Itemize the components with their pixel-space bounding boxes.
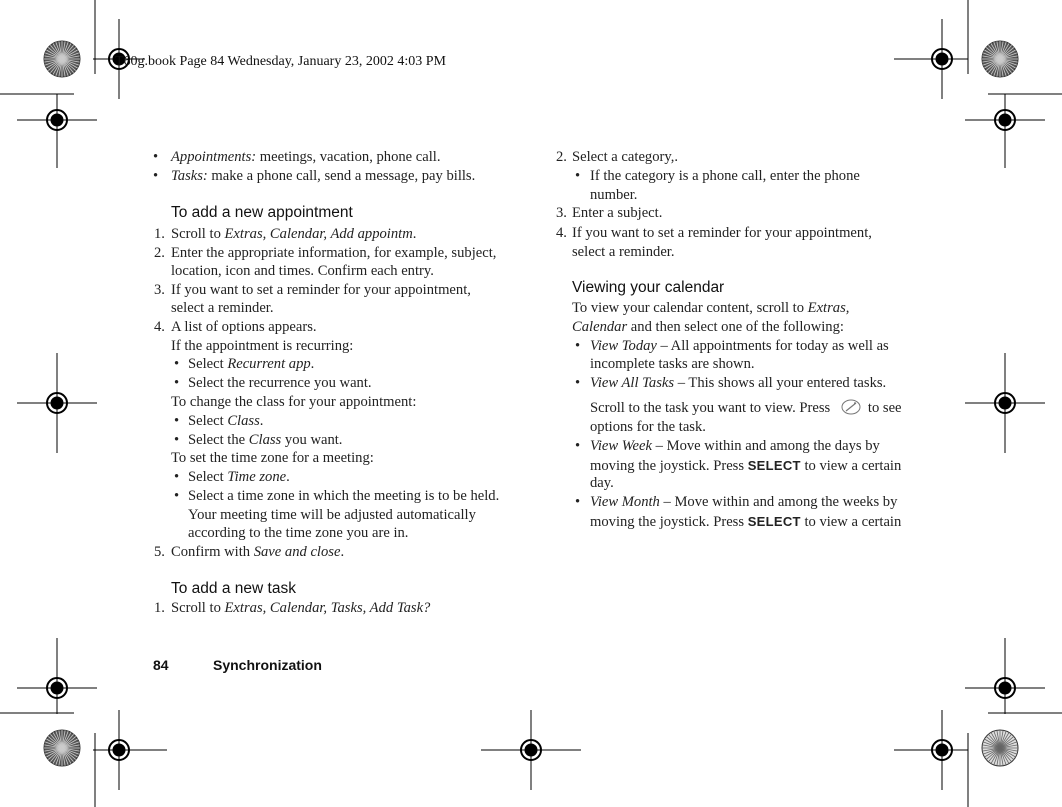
heading-add-task: To add a new task: [171, 580, 296, 597]
scroll-line1: Scroll to the task you want to view. Press to see: [590, 400, 902, 416]
r-step-4-line1: If you want to set a reminder for your appointment,: [572, 225, 872, 241]
registration-starburst-icon: [982, 41, 1018, 77]
heading-add-appointment: To add a new appointment: [171, 204, 353, 221]
bullet: •: [174, 488, 180, 504]
registration-starburst-icon: [982, 730, 1018, 766]
view-week-line1: View Week – Move within and among the days by: [590, 438, 880, 454]
step-number: 3.: [556, 205, 567, 221]
bullet: •: [575, 168, 581, 184]
bullet: •: [575, 338, 581, 354]
sub-tz-line2: Your meeting time will be adjusted automatically: [188, 507, 476, 523]
r-step-2: Select a category,.: [572, 149, 679, 165]
step-1: Scroll to Extras, Calendar, Add appointm.: [171, 226, 417, 242]
r-step-4-line2: select a reminder.: [572, 244, 675, 260]
step-number: 3.: [154, 282, 165, 298]
sub-tz-line1: Select a time zone in which the meeting is to be held.: [188, 488, 500, 504]
intro-bullet-tasks: Tasks: make a phone call, send a message, pay bills.: [171, 168, 476, 184]
sub-tz-line3: according to the time zone you are in.: [188, 525, 409, 541]
r-step-2-sub-line2: number.: [590, 187, 638, 203]
view-intro-line1: To view your calendar content, scroll to Extras,: [572, 300, 850, 316]
bullet: •: [174, 375, 180, 391]
view-all-tasks: View All Tasks – This shows all your entered tasks.: [590, 375, 887, 391]
step-3-line1: If you want to set a reminder for your appointment,: [171, 282, 471, 298]
r-step-2-sub-line1: If the category is a phone call, enter the phone: [590, 168, 860, 184]
step-number: 4.: [556, 225, 567, 241]
step-5: Confirm with Save and close.: [171, 544, 345, 560]
bullet: •: [174, 413, 180, 429]
bullet: •: [174, 469, 180, 485]
step-number: 2.: [154, 245, 165, 261]
step-2-line1: Enter the appropriate information, for example, subject,: [171, 245, 497, 261]
sub-select-class-want: Select the Class you want.: [188, 432, 343, 448]
options-key-icon: [840, 398, 862, 416]
step-number: 4.: [154, 319, 165, 335]
step-number: 1.: [154, 226, 165, 242]
sub-select-class: Select Class.: [188, 413, 264, 429]
bullet: •: [575, 375, 581, 391]
sub-select-tz: Select Time zone.: [188, 469, 290, 485]
sub-select-recurrence: Select the recurrence you want.: [188, 375, 372, 391]
running-header: T60g.book Page 84 Wednesday, January 23, 2002 4:03 PM: [115, 54, 446, 69]
page-number: 84: [153, 657, 169, 673]
view-month-line2: moving the joystick. Press SELECT to view a certain: [590, 514, 902, 530]
section-title: Synchronization: [213, 657, 322, 673]
intro-bullet-appointments: Appointments: meetings, vacation, phone call.: [171, 149, 441, 165]
class-intro: To change the class for your appointment:: [171, 394, 417, 410]
r-step-3: Enter a subject.: [572, 205, 663, 221]
bullet: •: [575, 494, 581, 510]
step-number: 1.: [154, 600, 165, 616]
view-today-line2: incomplete tasks are shown.: [590, 356, 755, 372]
bullet: •: [174, 432, 180, 448]
step-4-line2: If the appointment is recurring:: [171, 338, 354, 354]
bullet: •: [153, 149, 159, 165]
view-week-line3: day.: [590, 475, 614, 491]
step-4-line1: A list of options appears.: [171, 319, 317, 335]
bullet: •: [174, 356, 180, 372]
tz-intro: To set the time zone for a meeting:: [171, 450, 374, 466]
bullet: •: [575, 438, 581, 454]
view-month-line1: View Month – Move within and among the weeks by: [590, 494, 898, 510]
bullet: •: [153, 168, 159, 184]
task-step-1: Scroll to Extras, Calendar, Tasks, Add Task?: [171, 600, 431, 616]
sub-select-recurrent: Select Recurrent app.: [188, 356, 315, 372]
step-number: 2.: [556, 149, 567, 165]
heading-viewing-calendar: Viewing your calendar: [572, 279, 725, 296]
view-week-line2: moving the joystick. Press SELECT to view a certain: [590, 458, 902, 474]
view-intro-line2: Calendar and then select one of the following:: [572, 319, 844, 335]
view-today-line1: View Today – All appointments for today as well as: [590, 338, 889, 354]
registration-starburst-icon: [44, 730, 80, 766]
scroll-line2: options for the task.: [590, 419, 706, 435]
step-2-line2: location, icon and times. Confirm each entry.: [171, 263, 434, 279]
step-number: 5.: [154, 544, 165, 560]
step-3-line2: select a reminder.: [171, 300, 274, 316]
select-key: SELECT: [747, 458, 801, 473]
registration-starburst-icon: [44, 41, 80, 77]
select-key: SELECT: [747, 514, 801, 529]
